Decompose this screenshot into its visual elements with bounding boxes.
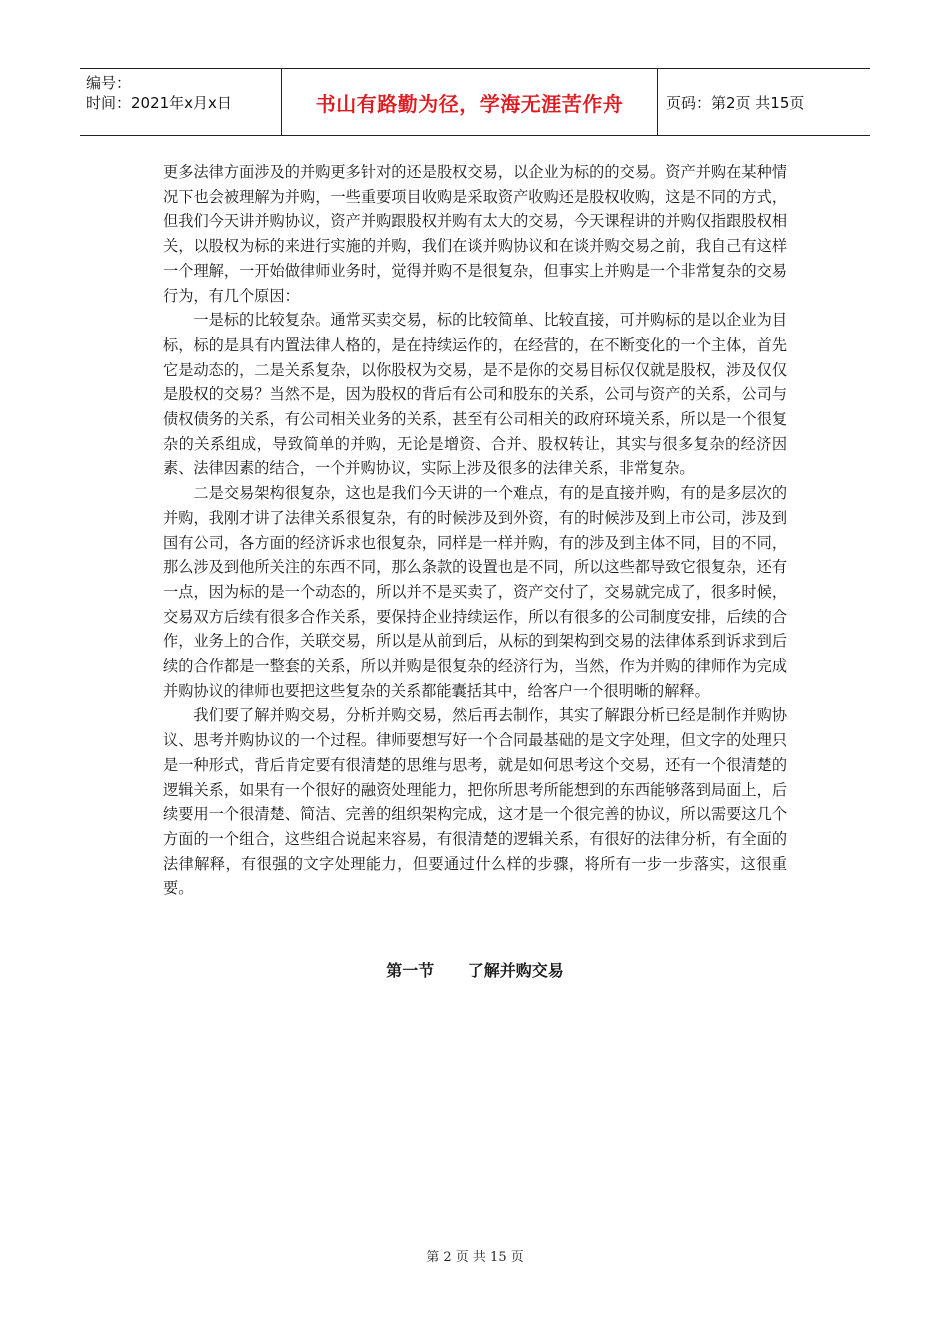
time-label: 时间：2021年x月x日 xyxy=(86,94,232,112)
section-heading: 第一节 了解并购交易 xyxy=(386,961,564,980)
header-page-cell xyxy=(658,69,870,135)
header-motto-cell xyxy=(282,69,658,135)
paragraph-1: 更多法律方面涉及的并购更多针对的还是股权交易，以企业为标的的交易。资产并购在某种情况下也会被理解为并购，一些重要项目收购是采取资产收购还是股权收购，这是不同的方式，但我们今天讲并购协议，资产并购跟股权并购有太大的交易，今天课程讲的并购仅指跟股权相关，以股权为标的来进行实施的并购，我们在谈并购协议和在谈并购交易之前，我自己有这样一个理解，一开始做律师业务时，觉得并购不是很复杂，但事实上并购是一个非常复杂的交易行为，有几个原因： xyxy=(163,163,787,305)
paragraph-3: 二是交易架构很复杂，这也是我们今天讲的一个难点，有的是直接并购，有的是多层次的并购，我刚才讲了法律关系很复杂，有的时候涉及到外资，有的时候涉及到上市公司，涉及到国有公司，各方面的经济诉求也很复杂，同样是一样并购，有的涉及到主体不同，目的不同，那么涉及到他所关注的东西不同，那么条款的设置也是不同，所以这些都导致它很复杂，还有一点，因为标的是一个动态的，所以并不是买卖了，资产交付了，交易就完成了，很多时候，交易双方后续有很多合作关系，要保持企业持续运作，所以有很多的公司制度安排，后续的合作，业务上的合作，关联交易，所以是从前到后，从标的到架构到交易的法律体系到诉求到后续的合作都是一整套的关系，所以并购是很复杂的经济行为，当然，作为并购的律师作为完成并购协议的律师也要把这些复杂的关系都能囊括其中，给客户一个很明晰的解释。 xyxy=(163,484,787,700)
page-footer: 第 2 页 共 15 页 xyxy=(426,1250,524,1265)
paragraph-4: 我们要了解并购交易，分析并购交易，然后再去制作，其实了解跟分析已经是制作并购协议、思考并购协议的一个过程。律师要想写好一个合同最基础的是文字处理，但文字的处理只是一种形式，背后肯定要有很清楚的思维与思考，就是如何思考这个交易，还有一个很清楚的逻辑关系，如果有一个很好的融资处理能力，把你所思考所能想到的东西能够落到局面上，后续要用一个很清楚、简洁、完善的组织架构完成，这才是一个很完善的协议，所以需要这几个方面的一个组合，这些组合说起来容易，有很清楚的逻辑关系，有很好的法律分析，有全面的法律解释，有很强的文字处理能力，但要通过什么样的步骤，将所有一步一步落实，这很重要。 xyxy=(163,706,787,898)
header-meta-cell xyxy=(80,69,282,135)
document-header xyxy=(80,68,870,136)
paragraph-2: 一是标的比较复杂。通常买卖交易，标的比较简单、比较直接，可并购标的是以企业为目标，标的是具有内置法律人格的，是在持续运作的，在经营的，在不断变化的一个主体，首先它是动态的，二是关系复杂，以你股权为交易，是不是你的交易目标仅仅就是股权，涉及仅仅是股权的交易？当然不是，因为股权的背后有公司和股东的关系，公司与资产的关系，公司与债权债务的关系，有公司相关业务的关系，甚至有公司相关的政府环境关系，所以是一个很复杂的关系组成，导致简单的并购，无论是增资、合并、股权转让，其实与很多复杂的经济因素、法律因素的结合，一个并购协议，实际上涉及很多的法律关系，非常复杂。 xyxy=(163,311,787,478)
body-text xyxy=(163,160,787,901)
number-label: 编号： xyxy=(86,74,132,92)
page-label: 页码：第2页 共15页 xyxy=(666,93,805,112)
motto-text: 书山有路勤为径，学海无涯苦作舟 xyxy=(315,91,624,116)
